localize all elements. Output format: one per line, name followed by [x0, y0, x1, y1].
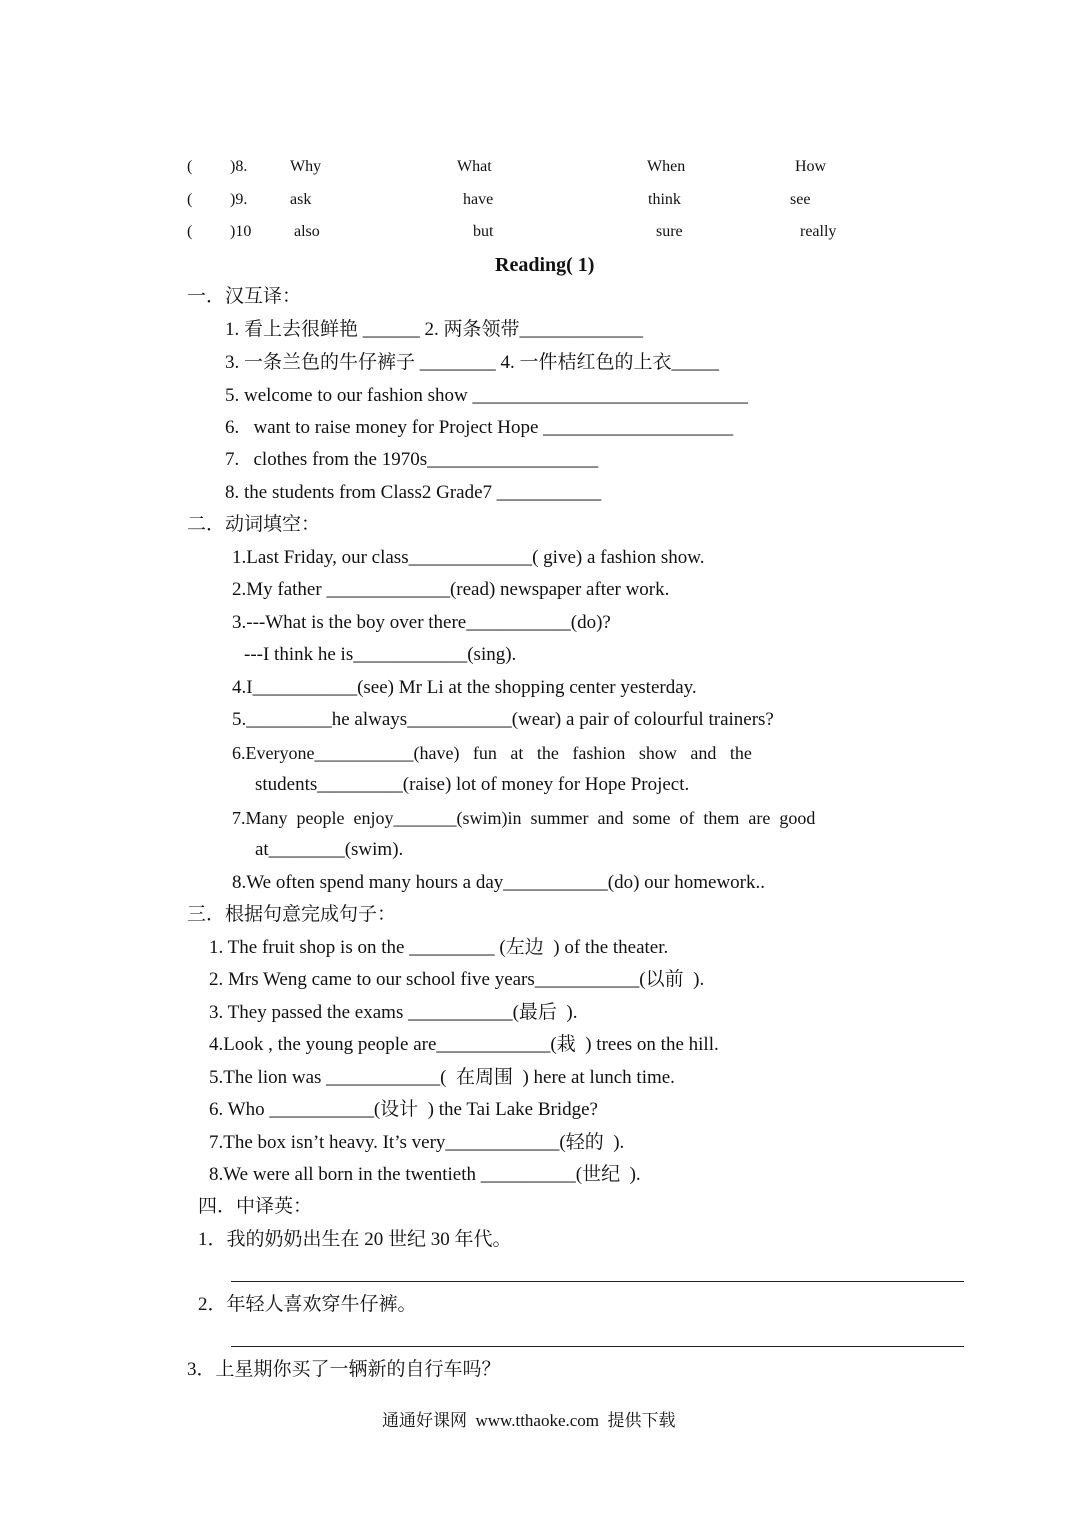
- section2-item: 5._________he always___________(wear) a pair of colourful trainers?: [232, 709, 774, 730]
- section1-item: 1. 看上去很鲜艳 ______ 2. 两条领带_____________: [225, 319, 644, 340]
- mc-option-c: When: [647, 158, 686, 175]
- mc-row-10: [0, 221, 1087, 243]
- section-title: Reading( 1): [495, 254, 595, 276]
- section4-item: 2．年轻人喜欢穿牛仔裤。: [198, 1294, 417, 1315]
- section1-heading: 一．汉互译：: [187, 286, 302, 307]
- mc-number: )10: [230, 223, 252, 240]
- section3-item: 5.The lion was ____________( 在周围 ) here at lunch time.: [209, 1067, 675, 1088]
- section2-heading: 二．动词填空：: [187, 514, 321, 535]
- section3-item: 8.We were all born in the twentieth __________(世纪 ).: [209, 1164, 641, 1185]
- mc-paren: (: [187, 158, 193, 175]
- section1-item: 7. clothes from the 1970s__________________: [225, 449, 599, 470]
- mc-paren: (: [187, 191, 193, 208]
- mc-number: )8.: [230, 158, 248, 175]
- mc-row-9: [0, 189, 1087, 211]
- section1-item: 8. the students from Class2 Grade7 ___________: [225, 482, 602, 503]
- section3-item: 2. Mrs Weng came to our school five years___________(以前 ).: [209, 969, 705, 990]
- answer-line: [231, 1281, 964, 1282]
- mc-option-a: also: [294, 223, 320, 240]
- section2-item: 6.Everyone___________(have) fun at the fashion show and the: [232, 743, 752, 763]
- mc-option-a: ask: [290, 191, 312, 208]
- section2-item: 7.Many people enjoy_______(swim)in summer and some of them are good: [232, 808, 816, 828]
- section2-item: ---I think he is____________(sing).: [244, 644, 517, 665]
- mc-number: )9.: [230, 191, 248, 208]
- section1-item: 6. want to raise money for Project Hope ____________________: [225, 417, 734, 438]
- mc-option-d: really: [800, 223, 837, 240]
- section2-item: 1.Last Friday, our class_____________( give) a fashion show.: [232, 547, 705, 568]
- section4-item: 3．上星期你买了一辆新的自行车吗？: [187, 1359, 501, 1380]
- section3-item: 1. The fruit shop is on the _________ (左边 ) of the theater.: [209, 937, 669, 958]
- section2-item: at________(swim).: [255, 839, 404, 860]
- answer-line: [231, 1346, 964, 1347]
- mc-option-b: have: [463, 191, 494, 208]
- mc-option-b: but: [473, 223, 494, 240]
- mc-option-c: sure: [656, 223, 683, 240]
- section2-item: 4.I___________(see) Mr Li at the shopping center yesterday.: [232, 677, 697, 698]
- section1-item: 5. welcome to our fashion show _____________________________: [225, 385, 748, 406]
- mc-option-b: What: [457, 158, 492, 175]
- section3-item: 4.Look , the young people are____________(栽 ) trees on the hill.: [209, 1034, 719, 1055]
- mc-option-c: think: [648, 191, 681, 208]
- section3-item: 3. They passed the exams ___________(最后 ).: [209, 1002, 578, 1023]
- mc-paren: (: [187, 223, 193, 240]
- mc-option-d: see: [790, 191, 811, 208]
- section3-item: 7.The box isn’t heavy. It’s very____________(轻的 ).: [209, 1132, 625, 1153]
- page-footer: 通通好课网 www.tthaoke.com 提供下载: [382, 1411, 676, 1430]
- section4-heading: 四．中译英：: [198, 1196, 313, 1217]
- section2-item: students_________(raise) lot of money for Hope Project.: [255, 774, 690, 795]
- section3-heading: 三．根据句意完成句子：: [187, 904, 397, 925]
- section2-item: 3.---What is the boy over there___________(do)?: [232, 612, 611, 633]
- mc-option-a: Why: [290, 158, 322, 175]
- section2-item: 2.My father _____________(read) newspaper after work.: [232, 579, 670, 600]
- section4-item: 1．我的奶奶出生在 20 世纪 30 年代。: [198, 1229, 512, 1250]
- mc-option-d: How: [795, 158, 827, 175]
- section2-item: 8.We often spend many hours a day___________(do) our homework..: [232, 872, 766, 893]
- section1-item: 3. 一条兰色的牛仔裤子 ________ 4. 一件桔红色的上衣_____: [225, 352, 720, 373]
- section3-item: 6. Who ___________(设计 ) the Tai Lake Bridge?: [209, 1099, 598, 1120]
- mc-row-8: [0, 156, 1087, 178]
